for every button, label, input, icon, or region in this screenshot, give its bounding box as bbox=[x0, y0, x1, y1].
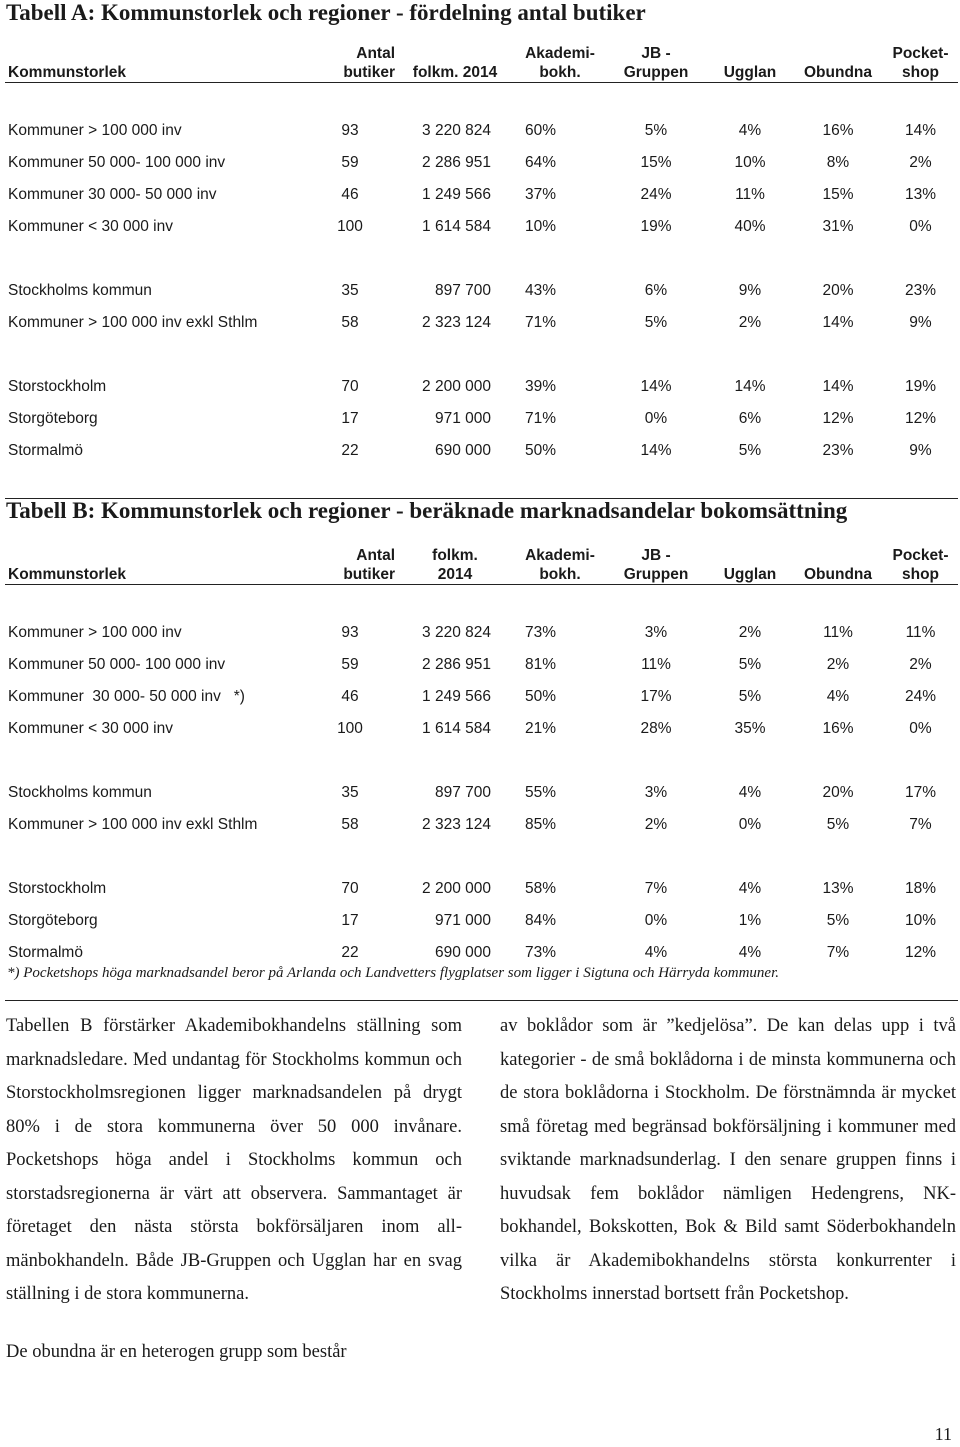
cell-antal: 58 bbox=[341, 313, 359, 331]
cell-akad: 60% bbox=[525, 121, 557, 139]
header-obundna: Obundna bbox=[793, 40, 883, 83]
cell-obundna: 12% bbox=[822, 409, 854, 427]
cell-obundna: 23% bbox=[822, 441, 854, 459]
table-row bbox=[5, 937, 958, 969]
cell-jb: 0% bbox=[644, 409, 668, 427]
header-folkm: folkm. 2014 bbox=[395, 40, 515, 83]
cell-akad: 73% bbox=[525, 623, 557, 641]
cell-jb: 24% bbox=[640, 185, 672, 203]
cell-folkm: 690 000 bbox=[434, 441, 491, 459]
cell-akad: 58% bbox=[525, 879, 557, 897]
cell-pocket: 12% bbox=[904, 943, 937, 961]
table-row bbox=[5, 649, 958, 681]
cell-obundna: 5% bbox=[826, 815, 850, 833]
cell-pocket: 0% bbox=[909, 217, 932, 235]
cell-jb: 7% bbox=[644, 879, 668, 897]
cell-akad: 64% bbox=[525, 153, 557, 171]
cell-pocket: 0% bbox=[909, 719, 932, 737]
row-label: Stockholms kommun bbox=[8, 783, 152, 801]
row-label: Storgöteborg bbox=[8, 911, 98, 929]
cell-antal: 58 bbox=[341, 815, 359, 833]
cell-antal: 46 bbox=[341, 185, 359, 203]
cell-pocket: 9% bbox=[909, 313, 932, 331]
cell-jb: 3% bbox=[644, 783, 668, 801]
cell-pocket: 10% bbox=[904, 911, 937, 929]
cell-ugglan: 4% bbox=[738, 121, 762, 139]
cell-obundna: 31% bbox=[822, 217, 854, 235]
cell-pocket: 18% bbox=[904, 879, 937, 897]
cell-ugglan: 6% bbox=[738, 409, 762, 427]
cell-ugglan: 4% bbox=[738, 879, 762, 897]
cell-antal: 100 bbox=[337, 217, 363, 235]
cell-antal: 22 bbox=[341, 943, 359, 961]
row-label: Storstockholm bbox=[8, 879, 107, 897]
cell-jb: 3% bbox=[644, 623, 668, 641]
cell-akad: 81% bbox=[525, 655, 557, 673]
cell-akad: 84% bbox=[525, 911, 557, 929]
cell-pocket: 12% bbox=[904, 409, 937, 427]
cell-folkm: 971 000 bbox=[434, 911, 491, 929]
table-row bbox=[5, 307, 958, 339]
cell-ugglan: 5% bbox=[738, 441, 762, 459]
header-akademibokh: Akademi- bokh. bbox=[515, 40, 605, 83]
cell-ugglan: 35% bbox=[734, 719, 766, 737]
cell-antal: 46 bbox=[341, 687, 359, 705]
cell-obundna: 14% bbox=[822, 313, 854, 331]
cell-akad: 39% bbox=[525, 377, 557, 395]
header-obundna: Obundna bbox=[793, 542, 883, 585]
cell-ugglan: 1% bbox=[738, 911, 762, 929]
header-jb-gruppen: JB - Gruppen bbox=[605, 40, 707, 83]
cell-antal: 93 bbox=[341, 121, 359, 139]
page-number: 11 bbox=[934, 1424, 952, 1444]
cell-akad: 50% bbox=[525, 687, 557, 705]
cell-akad: 71% bbox=[525, 409, 557, 427]
row-label: Kommuner > 100 000 inv bbox=[8, 623, 182, 641]
table-row bbox=[5, 435, 958, 467]
cell-folkm: 897 700 bbox=[434, 281, 491, 299]
row-label: Stockholms kommun bbox=[8, 281, 152, 299]
row-label: Kommuner 30 000- 50 000 inv bbox=[8, 185, 217, 203]
header-antal-butiker: Antal butiker bbox=[305, 40, 395, 83]
cell-jb: 6% bbox=[644, 281, 668, 299]
cell-jb: 5% bbox=[644, 121, 668, 139]
cell-antal: 17 bbox=[341, 911, 359, 929]
cell-folkm: 2 323 124 bbox=[422, 815, 491, 833]
table-b bbox=[5, 542, 958, 1001]
cell-jb: 14% bbox=[640, 377, 672, 395]
cell-pocket: 24% bbox=[904, 687, 937, 705]
cell-jb: 19% bbox=[640, 217, 672, 235]
cell-obundna: 20% bbox=[822, 783, 854, 801]
cell-akad: 37% bbox=[525, 185, 557, 203]
body-paragraph: av boklådor som är ”kedjelösa”. De kan delas upp i två kategorier - de små boklådorna i de minsta kommunerna och de stora boklådorna i Stockholm. De förstnämnda är mycket små företag med begränsad bokförsäljning i kommuner med sviktande marknadsunderlag. I den senare gruppen finns i huvudsak fem boklådor nämligen Hedengrens, NK-bokhandel, Bokskotten, Bok & Bild samt Söderbokhandeln vilka är Akademibokhandelns största konkurrenter i Stockholms innerstad bortsett från Pocketshop. bbox=[500, 1016, 956, 1304]
cell-obundna: 13% bbox=[822, 879, 854, 897]
cell-pocket: 9% bbox=[909, 441, 932, 459]
cell-akad: 50% bbox=[525, 441, 557, 459]
cell-pocket: 7% bbox=[909, 815, 932, 833]
cell-antal: 35 bbox=[341, 783, 359, 801]
table-row bbox=[5, 681, 958, 713]
table-row bbox=[5, 777, 958, 809]
cell-folkm: 2 200 000 bbox=[422, 377, 491, 395]
cell-ugglan: 5% bbox=[738, 655, 762, 673]
cell-pocket: 17% bbox=[904, 783, 937, 801]
cell-pocket: 13% bbox=[904, 185, 937, 203]
row-label: Kommuner < 30 000 inv bbox=[8, 217, 173, 235]
table-row bbox=[5, 147, 958, 179]
cell-akad: 71% bbox=[525, 313, 557, 331]
header-ugglan: Ugglan bbox=[707, 542, 793, 585]
cell-akad: 73% bbox=[525, 943, 557, 961]
cell-jb: 5% bbox=[644, 313, 668, 331]
cell-ugglan: 0% bbox=[738, 815, 762, 833]
body-column-left bbox=[6, 1010, 462, 1369]
table-b-title: Tabell B: Kommunstorlek och regioner - beräknade marknadsandelar bokomsättning bbox=[6, 498, 848, 523]
cell-ugglan: 2% bbox=[738, 623, 762, 641]
cell-jb: 0% bbox=[644, 911, 668, 929]
cell-antal: 70 bbox=[341, 377, 359, 395]
cell-jb: 2% bbox=[644, 815, 668, 833]
cell-folkm: 3 220 824 bbox=[422, 623, 491, 641]
cell-folkm: 690 000 bbox=[434, 943, 491, 961]
cell-ugglan: 14% bbox=[734, 377, 766, 395]
cell-akad: 10% bbox=[525, 217, 557, 235]
cell-folkm: 2 200 000 bbox=[422, 879, 491, 897]
header-akademibokh: Akademi- bokh. bbox=[515, 542, 605, 585]
cell-antal: 22 bbox=[341, 441, 359, 459]
cell-ugglan: 11% bbox=[735, 185, 765, 203]
cell-jb: 14% bbox=[640, 441, 672, 459]
cell-obundna: 7% bbox=[826, 943, 850, 961]
cell-jb: 28% bbox=[640, 719, 672, 737]
cell-ugglan: 4% bbox=[738, 943, 762, 961]
table-row bbox=[5, 179, 958, 211]
table-row bbox=[5, 115, 958, 147]
table-row bbox=[5, 617, 958, 649]
cell-pocket: 11% bbox=[905, 623, 936, 641]
cell-obundna: 11% bbox=[823, 623, 853, 641]
table-a-title: Tabell A: Kommunstorlek och regioner - fördelning antal butiker bbox=[6, 0, 646, 25]
header-ugglan: Ugglan bbox=[707, 40, 793, 83]
cell-akad: 21% bbox=[525, 719, 557, 737]
cell-ugglan: 10% bbox=[734, 153, 766, 171]
header-jb-gruppen: JB - Gruppen bbox=[605, 542, 707, 585]
table-b-header-row bbox=[5, 542, 958, 585]
table-a bbox=[5, 40, 958, 499]
table-footnote: *) Pocketshops höga marknadsandel beror på Arlanda och Landvetters flygplatser som ligger i Sigtuna och Härryda kommuner. bbox=[7, 965, 780, 981]
row-label: Kommuner 50 000- 100 000 inv bbox=[8, 153, 226, 171]
cell-obundna: 4% bbox=[826, 687, 850, 705]
cell-antal: 35 bbox=[341, 281, 359, 299]
cell-folkm: 971 000 bbox=[434, 409, 491, 427]
cell-antal: 93 bbox=[341, 623, 359, 641]
cell-folkm: 2 286 951 bbox=[422, 655, 491, 673]
row-label: Storstockholm bbox=[8, 377, 107, 395]
cell-akad: 85% bbox=[525, 815, 557, 833]
cell-obundna: 5% bbox=[826, 911, 850, 929]
table-a-header-row bbox=[5, 40, 958, 83]
row-label: Kommuner > 100 000 inv exkl Sthlm bbox=[8, 313, 258, 331]
row-label: Stormalmö bbox=[8, 943, 83, 961]
header-kommunstorlek: Kommunstorlek bbox=[5, 40, 305, 83]
cell-obundna: 20% bbox=[822, 281, 854, 299]
header-folkm: folkm. 2014 bbox=[395, 542, 515, 585]
cell-folkm: 3 220 824 bbox=[422, 121, 491, 139]
header-pocketshop: Pocket- shop bbox=[883, 40, 958, 83]
cell-folkm: 2 286 951 bbox=[422, 153, 491, 171]
table-row bbox=[5, 713, 958, 745]
cell-jb: 15% bbox=[640, 153, 672, 171]
table-row bbox=[5, 275, 958, 307]
table-row bbox=[5, 371, 958, 403]
cell-akad: 55% bbox=[525, 783, 557, 801]
row-label: Storgöteborg bbox=[8, 409, 98, 427]
cell-obundna: 14% bbox=[822, 377, 854, 395]
cell-jb: 4% bbox=[644, 943, 668, 961]
cell-ugglan: 4% bbox=[738, 783, 762, 801]
cell-antal: 59 bbox=[341, 655, 359, 673]
table-row bbox=[5, 403, 958, 435]
cell-antal: 17 bbox=[341, 409, 359, 427]
cell-ugglan: 40% bbox=[734, 217, 766, 235]
cell-folkm: 897 700 bbox=[434, 783, 491, 801]
cell-ugglan: 9% bbox=[738, 281, 762, 299]
cell-folkm: 1 249 566 bbox=[422, 687, 491, 705]
body-paragraph: De obundna är en heterogen grupp som består bbox=[6, 1341, 347, 1362]
cell-obundna: 8% bbox=[826, 153, 850, 171]
cell-pocket: 23% bbox=[904, 281, 937, 299]
row-label: Kommuner 30 000- 50 000 inv *) bbox=[8, 687, 245, 705]
cell-obundna: 16% bbox=[822, 121, 854, 139]
cell-folkm: 1 614 584 bbox=[422, 719, 491, 737]
cell-folkm: 2 323 124 bbox=[422, 313, 491, 331]
cell-jb: 11% bbox=[641, 655, 671, 673]
cell-pocket: 19% bbox=[904, 377, 937, 395]
cell-jb: 17% bbox=[640, 687, 672, 705]
cell-pocket: 14% bbox=[904, 121, 937, 139]
cell-pocket: 2% bbox=[909, 655, 932, 673]
cell-folkm: 1 614 584 bbox=[422, 217, 491, 235]
cell-akad: 43% bbox=[525, 281, 557, 299]
table-row bbox=[5, 905, 958, 937]
cell-obundna: 2% bbox=[826, 655, 850, 673]
body-paragraph: Tabellen B förstärker Akademibokhandelns ställning som marknadsledare. Med undantag för Stockholms kommun och Storstockholmsregionen ligger marknadsandelen på drygt 80% i de stora kommunerna över 50 000 invånare. Pocketshops höga andel i Stockholms kommun och storstadsregionerna är värt att observera. Sammantaget är företaget den nästa största bokförsäljaren inom allmänbokhandeln. Både JB-Gruppen och Ugglan har en svag ställning i de stora kommunerna. bbox=[6, 1016, 462, 1304]
row-label: Kommuner < 30 000 inv bbox=[8, 719, 173, 737]
table-row bbox=[5, 873, 958, 905]
table-row bbox=[5, 211, 958, 243]
table-row bbox=[5, 809, 958, 841]
cell-pocket: 2% bbox=[909, 153, 932, 171]
header-pocketshop: Pocket- shop bbox=[883, 542, 958, 585]
cell-obundna: 15% bbox=[822, 185, 854, 203]
row-label: Kommuner > 100 000 inv exkl Sthlm bbox=[8, 815, 258, 833]
cell-antal: 59 bbox=[341, 153, 359, 171]
body-column-right bbox=[500, 1010, 956, 1312]
header-antal-butiker: Antal butiker bbox=[305, 542, 395, 585]
cell-folkm: 1 249 566 bbox=[422, 185, 491, 203]
cell-ugglan: 5% bbox=[738, 687, 762, 705]
row-label: Stormalmö bbox=[8, 441, 83, 459]
cell-antal: 100 bbox=[337, 719, 363, 737]
row-label: Kommuner 50 000- 100 000 inv bbox=[8, 655, 226, 673]
cell-antal: 70 bbox=[341, 879, 359, 897]
row-label: Kommuner > 100 000 inv bbox=[8, 121, 182, 139]
cell-ugglan: 2% bbox=[738, 313, 762, 331]
header-kommunstorlek: Kommunstorlek bbox=[5, 542, 305, 585]
cell-obundna: 16% bbox=[822, 719, 854, 737]
